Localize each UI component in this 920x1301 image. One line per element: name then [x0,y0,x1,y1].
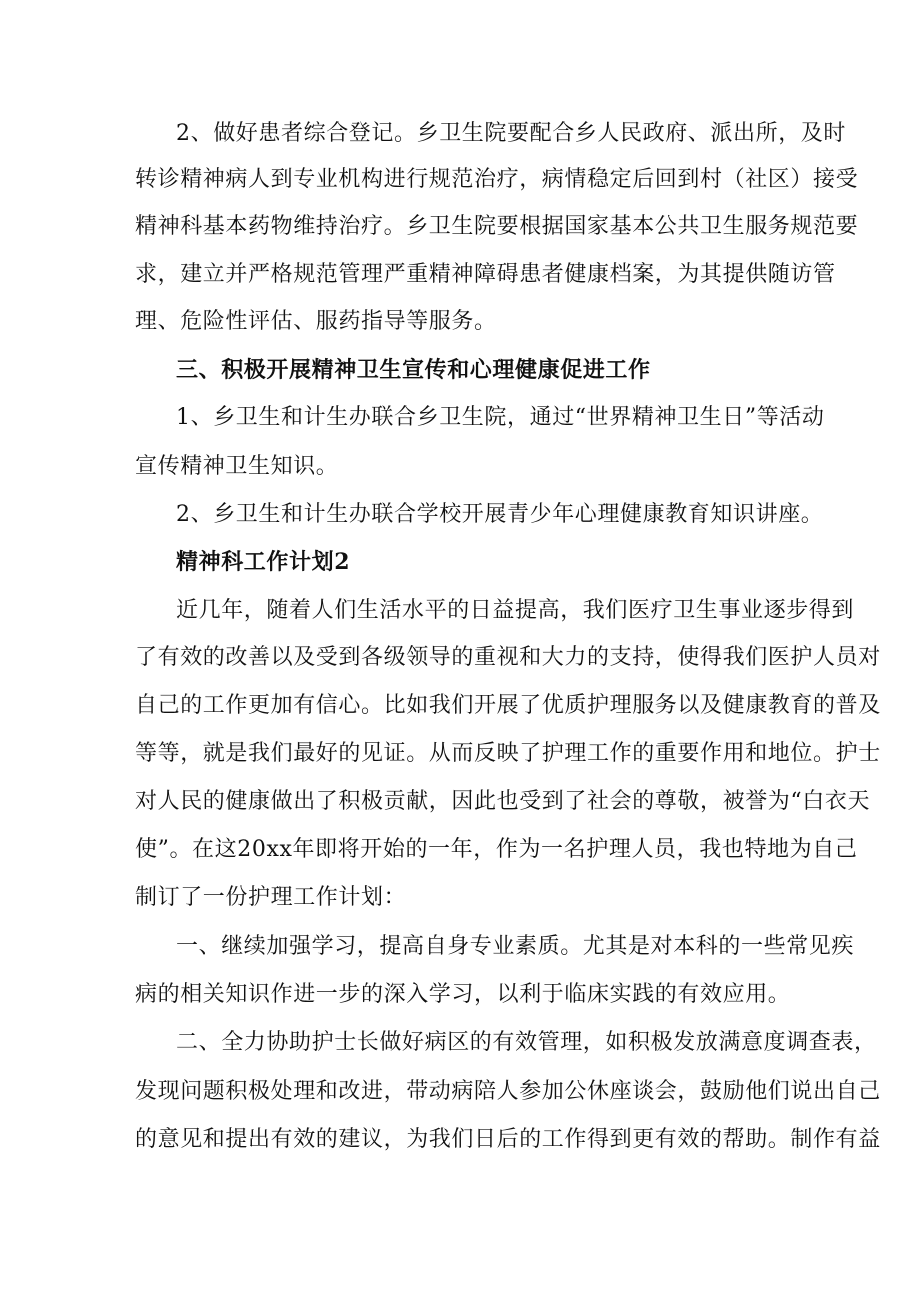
paragraph-line: 理、危险性评估、服药指导等服务。 [135,309,497,334]
paragraph-line: 对人民的健康做出了积极贡献，因此也受到了社会的尊敬，被誉为“白衣天 [135,789,871,814]
paragraph-line: 使”。在这20xx年即将开始的一年，作为一名护理人员，我也特地为自己 [135,837,858,862]
paragraph-line: 2、乡卫生和计生办联合学校开展青少年心理健康教育知识讲座。 [176,502,824,527]
paragraph-line: 自己的工作更加有信心。比如我们开展了优质护理服务以及健康教育的普及 [135,693,881,718]
paragraph-line: 转诊精神病人到专业机构进行规范治疗，病情稳定后回到村（社区）接受 [135,167,859,192]
paragraph-line: 了有效的改善以及受到各级领导的重视和大力的支持，使得我们医护人员对 [135,645,881,670]
paragraph-line: 一、继续加强学习，提高自身专业素质。尤其是对本科的一些常见疾 [176,934,855,959]
paragraph-line: 发现问题积极处理和改进，带动病陪人参加公休座谈会，鼓励他们说出自己 [135,1079,881,1104]
paragraph-line: 求，建立并严格规范管理严重精神障碍患者健康档案，为其提供随访管 [135,262,836,287]
paragraph-line: 1、乡卫生和计生办联合乡卫生院，通过“世界精神卫生日”等活动 [176,405,825,430]
paragraph-line: 精神科基本药物维持治疗。乡卫生院要根据国家基本公共卫生服务规范要 [135,214,859,239]
section-heading: 三、积极开展精神卫生宣传和心理健康促进工作 [176,357,651,383]
section-heading: 精神科工作计划2 [176,549,351,575]
paragraph-line: 二、全力协助护士长做好病区的有效管理，如积极发放满意度调查表， [176,1030,877,1055]
paragraph-line: 2、做好患者综合登记。乡卫生院要配合乡人民政府、派出所，及时 [176,121,846,146]
paragraph-line: 的意见和提出有效的建议，为我们日后的工作得到更有效的帮助。制作有益 [135,1127,881,1152]
paragraph-line: 制订了一份护理工作计划： [135,885,407,910]
paragraph-line: 宣传精神卫生知识。 [135,454,339,479]
paragraph-line: 近几年，随着人们生活水平的日益提高，我们医疗卫生事业逐步得到 [176,598,855,623]
paragraph-line: 等等，就是我们最好的见证。从而反映了护理工作的重要作用和地位。护士 [135,741,881,766]
paragraph-line: 病的相关知识作进一步的深入学习，以利于临床实践的有效应用。 [135,982,791,1007]
